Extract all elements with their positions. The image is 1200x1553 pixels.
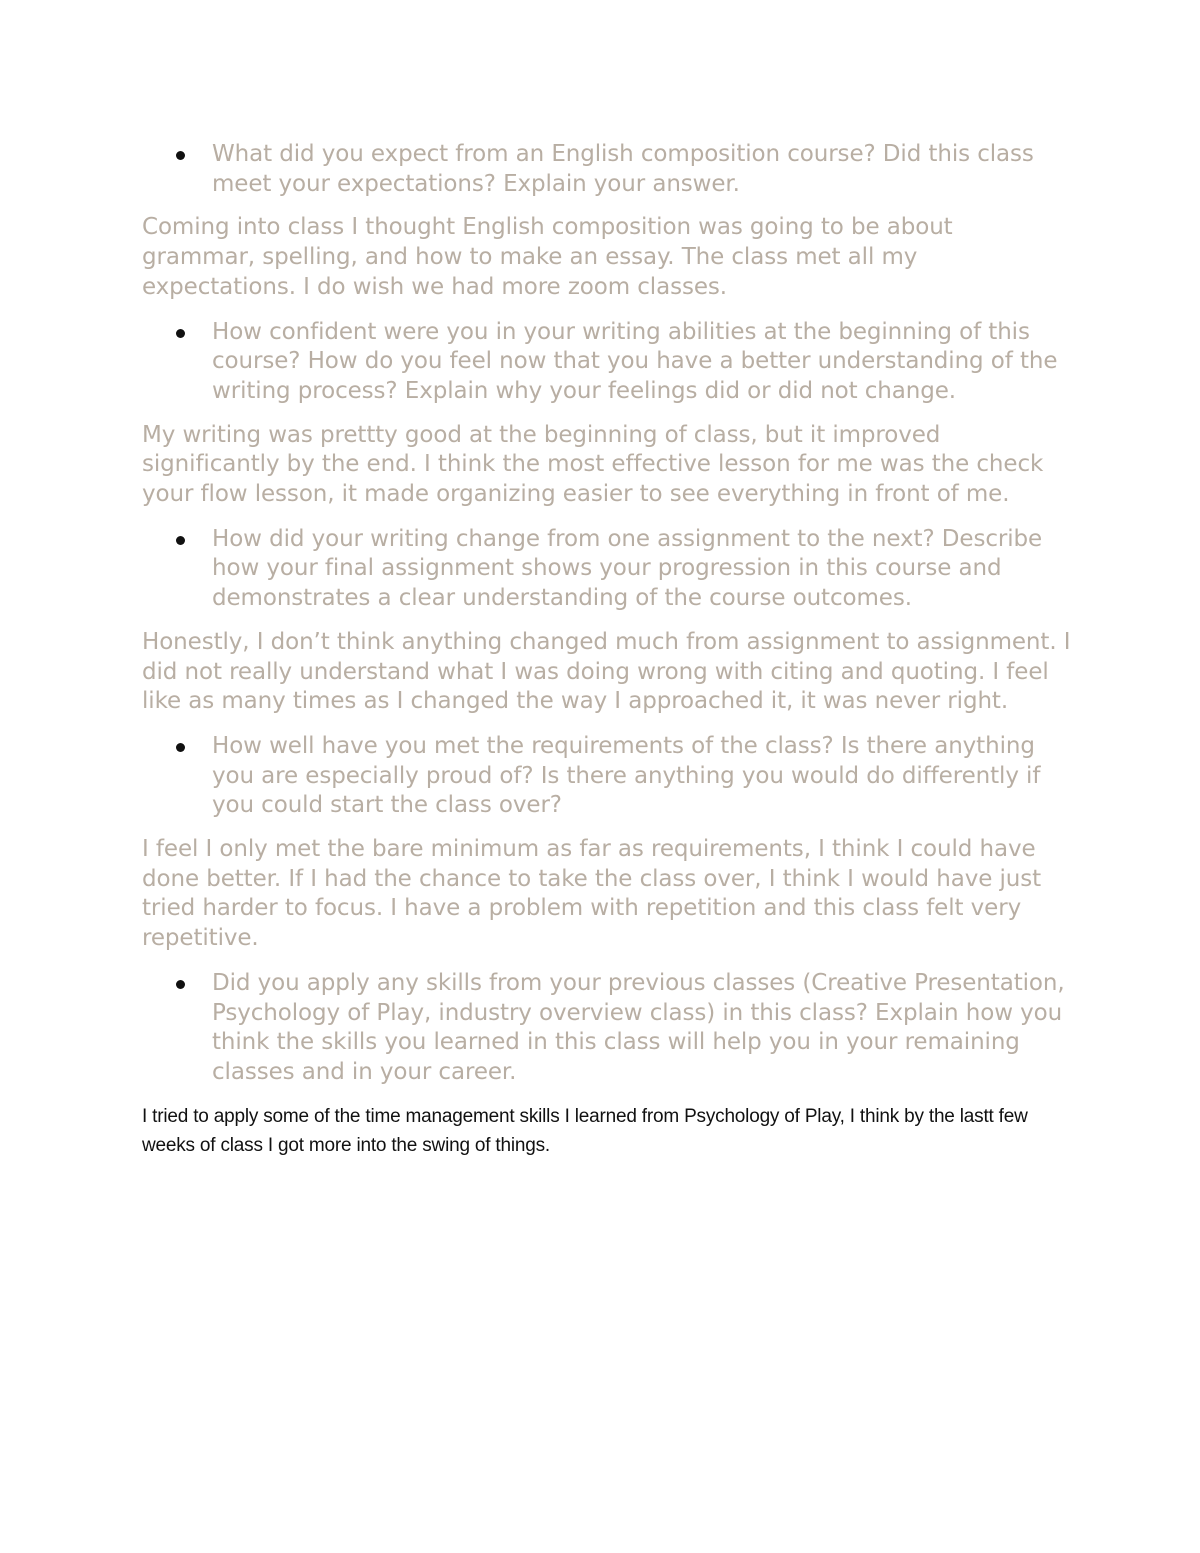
question-2 bbox=[142, 318, 1072, 407]
answer-3: Honestly, I don’t think anything changed much from assignment to assignment. I did not really understand what I was doing wrong with citing and quoting. I feel like as many times as I changed the way I approached it, it was never right. bbox=[142, 628, 1071, 715]
document-body bbox=[142, 140, 1072, 1175]
bullet-icon bbox=[176, 151, 185, 160]
bullet-icon bbox=[176, 743, 185, 752]
bullet-icon bbox=[176, 980, 185, 989]
question-1 bbox=[142, 140, 1072, 199]
answer-5: I tried to apply some of the time management skills I learned from Psychology of Play, I think by the lastt few weeks of class I got more into the swing of things. bbox=[142, 1105, 1028, 1156]
question-4-text: How well have you met the requirements of the class? Is there anything you are especially proud of? Is there anything you would do differently if you could start the class over? bbox=[212, 732, 1041, 819]
bullet-icon bbox=[176, 329, 185, 338]
question-5 bbox=[142, 969, 1072, 1088]
answer-2: My writing was prettty good at the beginning of class, but it improved significantly by the end. I think the most effective lesson for me was the check your flow lesson, it made organizing easier to see everything in front of me. bbox=[142, 421, 1044, 508]
question-5-text: Did you apply any skills from your previous classes (Creative Presentation, Psychology of Play, industry overview class) in this class? Explain how you think the skills you learned in this class will help you in your remaining classes and in your career. bbox=[212, 969, 1065, 1085]
answer-1: Coming into class I thought English composition was going to be about grammar, spelling, and how to make an essay. The class met all my expectations. I do wish we had more zoom classes. bbox=[142, 214, 953, 300]
question-3 bbox=[142, 525, 1072, 614]
question-1-text: What did you expect from an English composition course? Did this class meet your expectations? Explain your answer. bbox=[212, 141, 1034, 197]
answer-4: I feel I only met the bare minimum as far as requirements, I think I could have done better. If I had the chance to take the class over, I think I would have just tried harder to focus. I have a problem with repetition and this class felt very repetitive. bbox=[142, 836, 1042, 952]
question-4 bbox=[142, 732, 1072, 821]
bullet-icon bbox=[176, 536, 185, 545]
question-3-text: How did your writing change from one assignment to the next? Describe how your final assignment shows your progression in this course and demonstrates a clear understanding of the course outcomes. bbox=[212, 525, 1043, 612]
question-2-text: How confident were you in your writing abilities at the beginning of this course? How do you feel now that you have a better understanding of the writing process? Explain why your feelings did or did not change. bbox=[212, 318, 1058, 404]
